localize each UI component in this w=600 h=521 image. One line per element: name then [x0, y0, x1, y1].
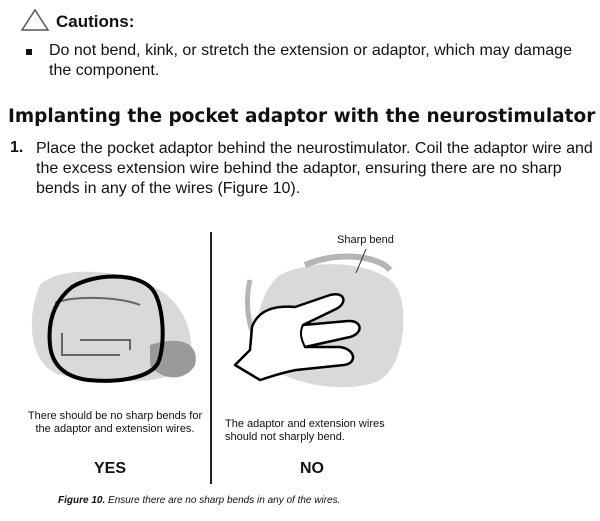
section-heading: Implanting the pocket adaptor with the neurostimulator — [8, 106, 596, 127]
figure-caption-text: Ensure there are no sharp bends in any of the wires. — [108, 495, 341, 506]
sharp-bend-label: Sharp bend — [337, 234, 394, 246]
caution-triangle-icon — [20, 8, 50, 32]
no-illustration — [235, 249, 403, 387]
figure-divider — [210, 232, 212, 484]
figure-caption-label: Figure 10. — [58, 495, 106, 506]
yes-label: YES — [94, 460, 127, 477]
caution-title: Cautions: — [56, 12, 135, 31]
yes-caption: There should be no sharp bends for the adaptor and extension wires. — [27, 410, 203, 435]
figure-caption — [58, 495, 340, 506]
caution-item: Do not bend, kink, or stretch the extension or adaptor, which may damage the component. — [49, 42, 572, 79]
step-text: Place the pocket adaptor behind the neurostimulator. Coil the adaptor wire and the excess extension wire behind the adaptor, ensuring there are no sharp bends in any of the wires (Figure 10). — [36, 140, 593, 197]
step-number: 1. — [10, 139, 24, 156]
no-label: NO — [300, 460, 324, 477]
yes-illustration — [32, 272, 196, 381]
bullet-icon — [26, 49, 32, 55]
figure-10-illustration — [0, 225, 600, 485]
no-caption: The adaptor and extension wires should not sharply bend. — [225, 418, 385, 443]
